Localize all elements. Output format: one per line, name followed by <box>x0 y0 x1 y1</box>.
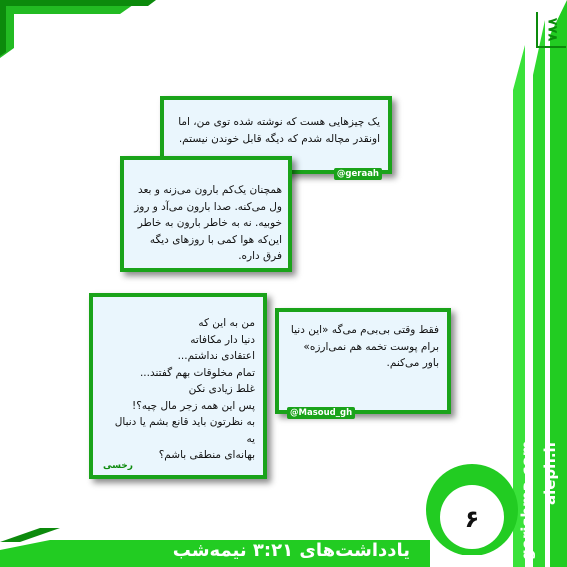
note-line: پس این همه زجر مال چیه؟! <box>132 399 255 412</box>
issue-number: ۶ <box>464 505 480 533</box>
page-number-box <box>536 12 566 48</box>
top-left-corner-decoration <box>0 0 160 60</box>
note-line: تمام مخلوقات بهم گفتند... <box>139 366 255 379</box>
note-text: فقط وقتی بی‌بی‌م می‌گه «این دنیا برام پوست تخمه هم نمی‌ارزه» باور می‌کنم. <box>290 324 439 369</box>
note-card <box>275 308 451 418</box>
author-handle: @Masoud_gh <box>287 407 355 419</box>
note-lines <box>103 315 255 464</box>
note-line: اعتقادی نداشتم... <box>177 350 255 362</box>
site-gerishma: gerishma.com <box>518 440 536 560</box>
page-number: ۷۷۸ <box>544 17 560 42</box>
note-line: غلط زیادی نکن <box>188 383 255 395</box>
note-text: یک چیزهایی هست که نوشته شده توی من، اما اونقدر مچاله شدم که دیگه قابل خوندن نیستم. <box>178 116 380 145</box>
note-card <box>120 156 292 272</box>
signature: رخسی <box>103 461 133 471</box>
note-line: من به این که <box>198 317 255 329</box>
note-line: دنیا دار مکافاته <box>190 333 255 346</box>
series-title: یادداشت‌های ۳:۲۱ نیمه‌شب <box>172 540 410 561</box>
note-line: بهانه‌ای منطقی باشم؟ <box>158 449 255 461</box>
site-aleph: aleph.ir <box>541 439 559 505</box>
note-card <box>89 293 267 479</box>
note-text: همچنان یک‌کم بارون می‌زنه و بعد ول می‌کنه. صدا بارون می‌آد و روز خوبیه. نه به خاطر بارون به خاطر این‌که هوا کمی با روزهای دیگه فرق داره. <box>134 184 282 262</box>
note-line: به نظرتون باید قانع بشم یا دنبال یه <box>114 416 255 445</box>
author-handle: @geraah <box>334 168 382 180</box>
